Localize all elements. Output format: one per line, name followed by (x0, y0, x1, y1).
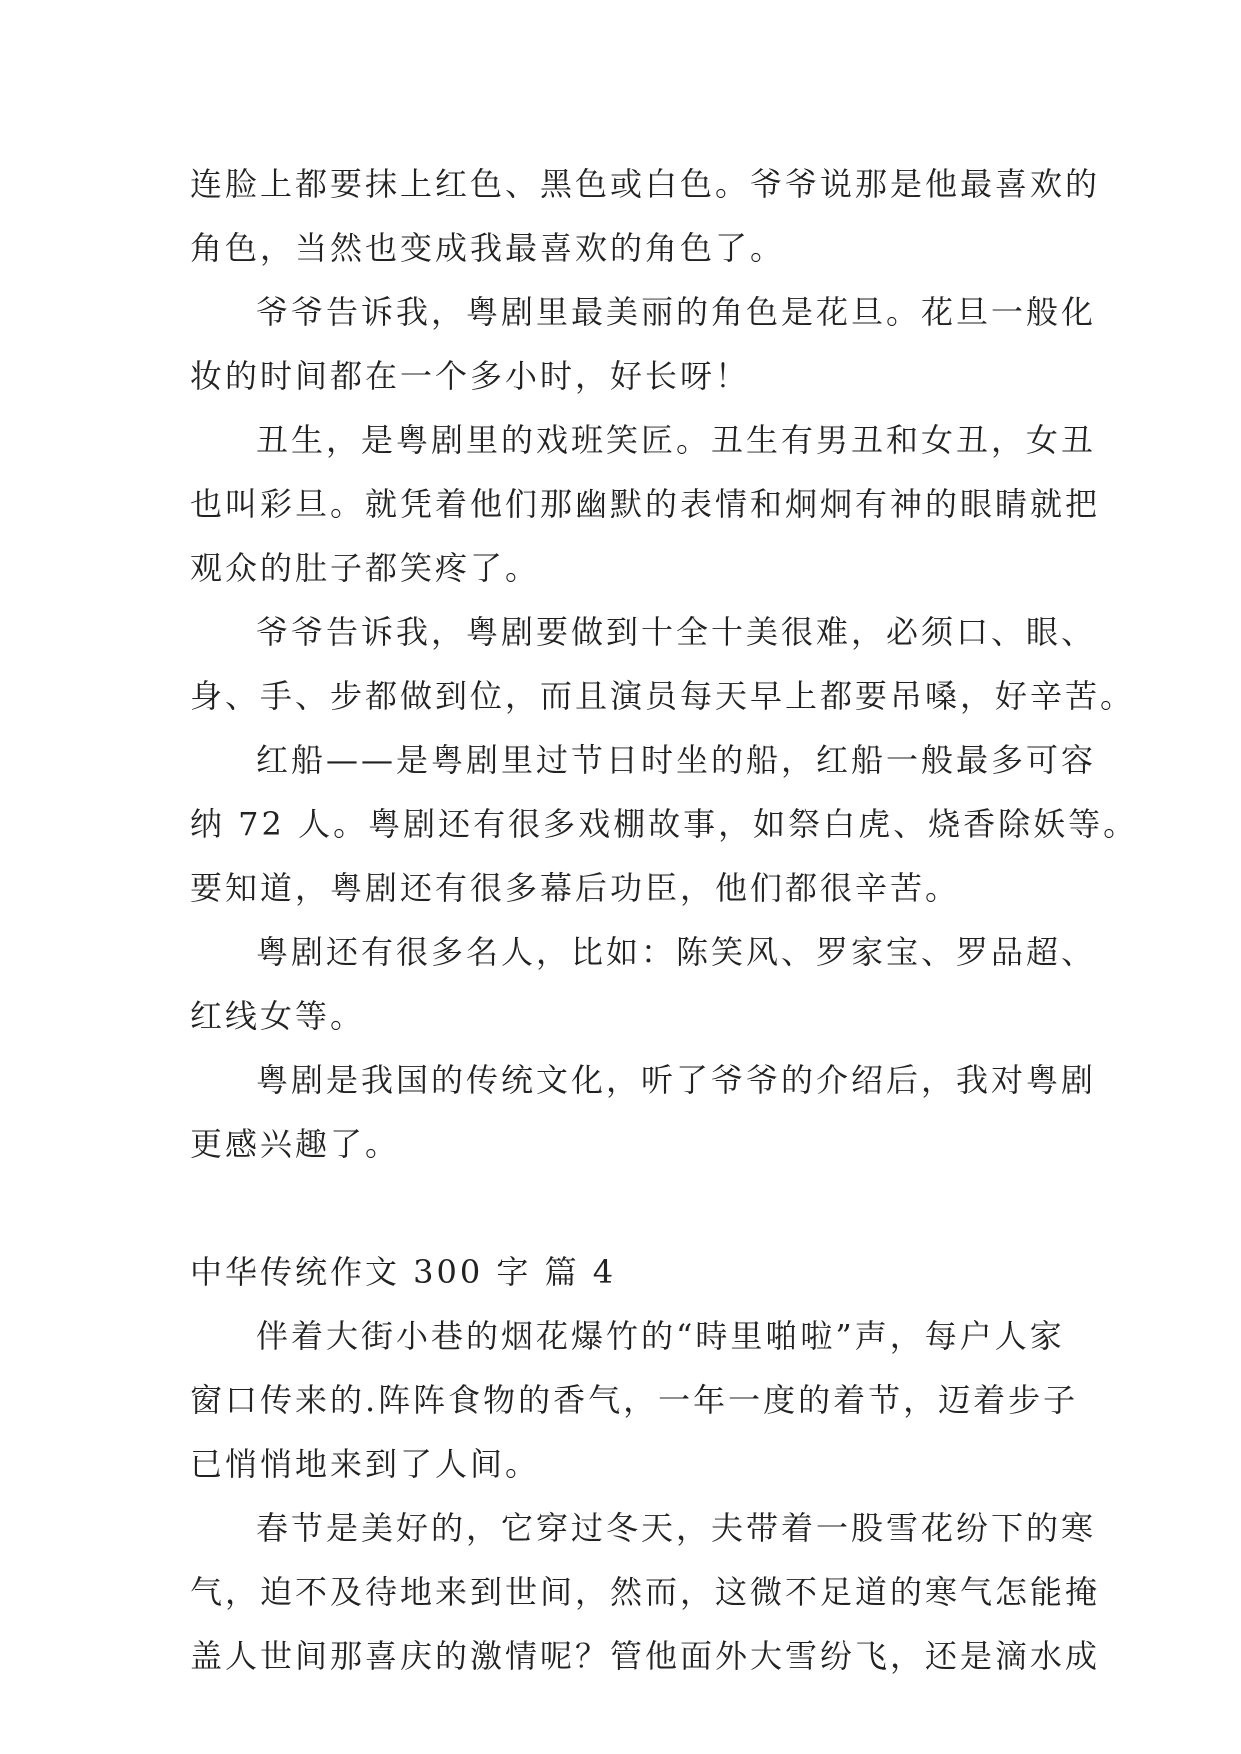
text-line: 也叫彩旦。就凭着他们那幽默的表情和炯炯有神的眼睛就把 (190, 485, 1101, 523)
text-line: 伴着大街小巷的烟花爆竹的“時里啪啦”声，每户人家 (256, 1317, 1065, 1355)
text-line: 连脸上都要抹上红色、黑色或白色。爷爷说那是他最喜欢的 (190, 165, 1101, 203)
text-line: 粤剧是我国的传统文化，听了爷爷的介绍后，我对粤剧 (256, 1061, 1097, 1099)
text-line: 观众的肚子都笑疼了。 (190, 549, 541, 587)
section-gap (190, 1176, 1070, 1240)
text-line: 窗口传来的.阵阵食物的香气，一年一度的着节，迈着步子 (190, 1381, 1079, 1419)
text-line: 红线女等。 (190, 997, 366, 1035)
text-line: 已悄悄地来到了人间。 (190, 1445, 541, 1483)
text-line: 爷爷告诉我，粤剧要做到十全十美很难，必须口、眼、 (256, 613, 1097, 651)
text-line: 身、手、步都做到位，而且演员每天早上都要吊嗓，好辛苦。 (190, 677, 1136, 715)
text-line: 粤剧还有很多名人，比如：陈笑风、罗家宝、罗品超、 (256, 933, 1097, 971)
text-line: 更感兴趣了。 (190, 1125, 401, 1163)
text-line: 红船——是粤剧里过节日时坐的船，红船一般最多可容 (256, 741, 1097, 779)
text-line: 丑生，是粤剧里的戏班笑匠。丑生有男丑和女丑，女丑 (256, 421, 1097, 459)
text-line: 爷爷告诉我，粤剧里最美丽的角色是花旦。花旦一般化 (256, 293, 1097, 331)
text-line: 盖人世间那喜庆的激情呢？管他面外大雪纷飞，还是滴水成 (190, 1637, 1101, 1675)
text-line: 纳 72 人。粤剧还有很多戏棚故事，如祭白虎、烧香除妖等。 (190, 805, 1139, 843)
text-line: 要知道，粤剧还有很多幕后功臣，他们都很辛苦。 (190, 869, 961, 907)
text-line: 春节是美好的，它穿过冬天，夫带着一股雪花纷下的寒 (256, 1509, 1097, 1547)
text-line: 角色，当然也变成我最喜欢的角色了。 (190, 229, 786, 267)
document-body (190, 152, 1139, 1688)
section-heading: 中华传统作文 300 字 篇 4 (190, 1253, 617, 1291)
text-line: 妆的时间都在一个多小时，好长呀！ (190, 357, 751, 395)
text-line: 气，迫不及待地来到世间，然而，这微不足道的寒气怎能掩 (190, 1573, 1101, 1611)
